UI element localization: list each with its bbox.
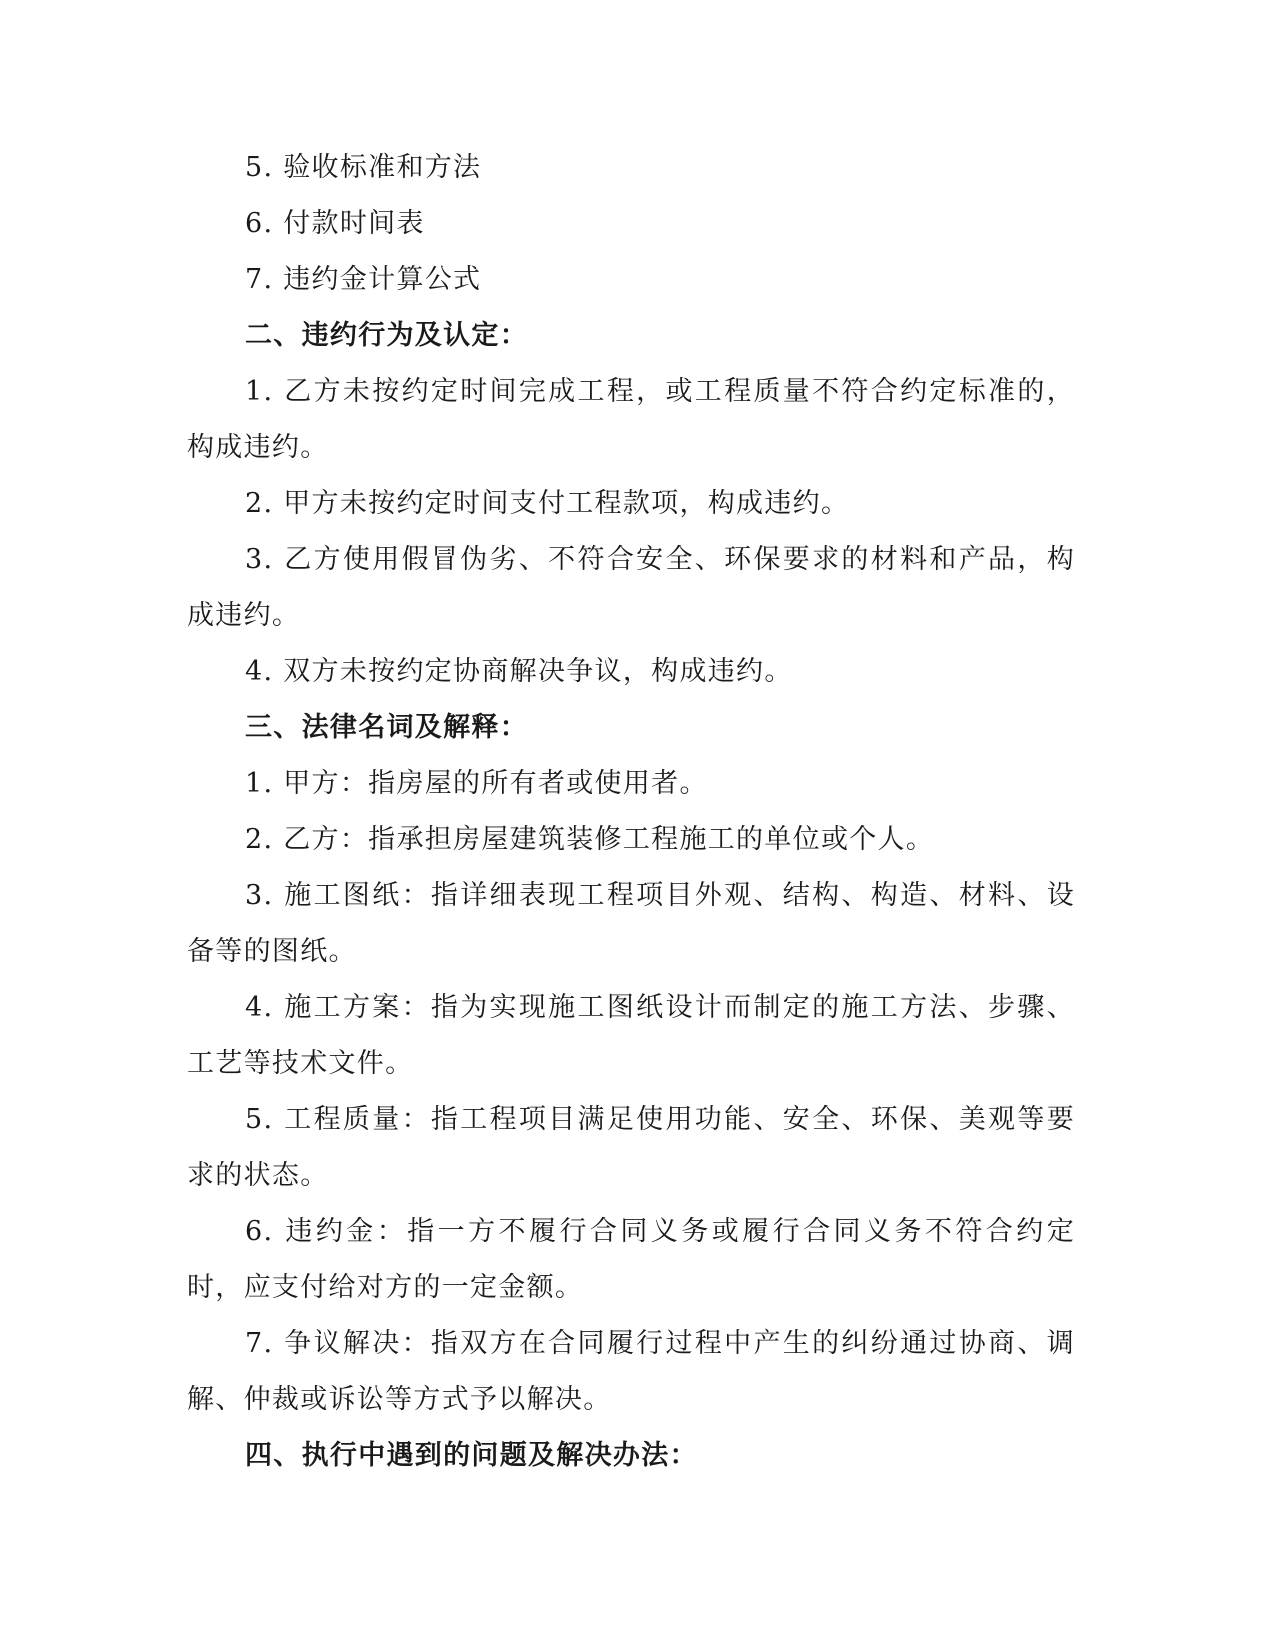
list-item: 3. 施工图纸：指详细表现工程项目外观、结构、构造、材料、设备等的图纸。 xyxy=(187,880,1075,967)
list-item: 7. 违约金计算公式 xyxy=(245,264,482,295)
list-item: 1. 乙方未按约定时间完成工程，或工程质量不符合约定标准的，构成违约。 xyxy=(187,376,1075,463)
section-heading: 三、法律名词及解释： xyxy=(245,712,528,743)
list-item: 2. 乙方：指承担房屋建筑装修工程施工的单位或个人。 xyxy=(245,824,935,855)
section-heading: 四、执行中遇到的问题及解决办法： xyxy=(245,1440,698,1471)
list-item: 5. 工程质量：指工程项目满足使用功能、安全、环保、美观等要求的状态。 xyxy=(187,1104,1075,1191)
list-item: 6. 付款时间表 xyxy=(245,208,425,239)
list-item: 1. 甲方：指房屋的所有者或使用者。 xyxy=(245,768,708,799)
section-heading: 二、违约行为及认定： xyxy=(245,320,528,351)
list-item: 2. 甲方未按约定时间支付工程款项，构成违约。 xyxy=(245,488,850,519)
list-item: 5. 验收标准和方法 xyxy=(245,152,482,183)
list-item: 6. 违约金：指一方不履行合同义务或履行合同义务不符合约定时，应支付给对方的一定金额。 xyxy=(187,1216,1075,1303)
list-item: 7. 争议解决：指双方在合同履行过程中产生的纠纷通过协商、调解、仲裁或诉讼等方式予以解决。 xyxy=(187,1328,1075,1415)
list-item: 3. 乙方使用假冒伪劣、不符合安全、环保要求的材料和产品，构成违约。 xyxy=(187,544,1075,631)
document-body xyxy=(187,140,1075,1484)
list-item: 4. 双方未按约定协商解决争议，构成违约。 xyxy=(245,656,793,687)
list-item: 4. 施工方案：指为实现施工图纸设计而制定的施工方法、步骤、工艺等技术文件。 xyxy=(187,992,1075,1079)
